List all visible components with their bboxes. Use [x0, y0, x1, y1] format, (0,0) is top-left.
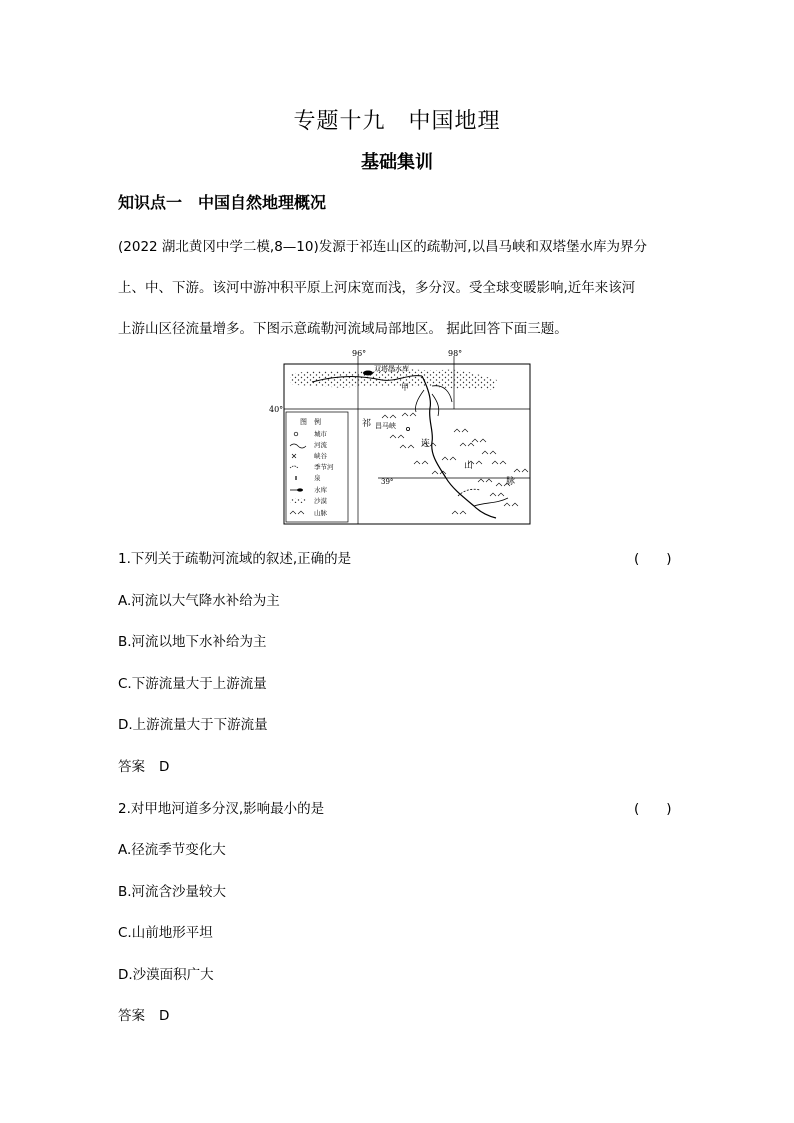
question-1-option-c: C.下游流量大于上游流量 [118, 676, 267, 692]
legend-desert: 沙漠 [314, 497, 327, 505]
page-title: 专题十九 中国地理 [293, 109, 501, 134]
lat-label-39: 39° [381, 478, 394, 486]
answer-value: D [159, 1008, 170, 1024]
question-2-option-d: D.沙漠面积广大 [118, 967, 214, 983]
qi-label: 祁 [362, 419, 372, 429]
question-1-answer [118, 755, 169, 775]
page-subtitle: 基础集训 [361, 152, 433, 173]
question-1-answer-blank: ( ) [634, 551, 672, 567]
question-1-option-d: D.上游流量大于下游流量 [118, 717, 268, 733]
legend-city: 城市 [314, 430, 327, 438]
jia-label: 甲 [401, 383, 409, 392]
changma-label: 昌马峡 [375, 422, 396, 430]
question-2-option-c: C.山前地形平坦 [118, 925, 213, 941]
question-2-answer-blank: ( ) [634, 801, 672, 817]
legend-mountain: 山脉 [314, 509, 327, 517]
lian-label: 连 [421, 439, 431, 449]
question-1-option-b: B.河流以地下水补给为主 [118, 634, 267, 650]
section-heading: 知识点一 中国自然地理概况 [118, 193, 327, 212]
answer-value: D [159, 759, 170, 775]
lat-label-40: 40° [269, 405, 284, 414]
question-2-stem: 2.对甲地河道多分汊,影响最小的是 [118, 801, 325, 817]
legend-seasonal-river: 季节河 [314, 463, 334, 471]
legend-spring: 泉 [314, 474, 321, 482]
question-2-option-a: A.径流季节变化大 [118, 842, 226, 858]
legend-river: 河流 [314, 441, 327, 449]
question-2-answer [118, 1004, 169, 1024]
question-1-stem: 1.下列关于疏勒河流域的叙述,正确的是 [118, 551, 352, 567]
shan-label: 山 [464, 461, 474, 471]
question-1-option-a: A.河流以大气降水补给为主 [118, 593, 280, 609]
answer-label: 答案 [118, 1008, 145, 1024]
legend-gorge: 峡谷 [314, 452, 327, 460]
intro-line-1: (2022 湖北黄冈中学二模,8—10)发源于祁连山区的疏勒河,以昌马峡和双塔堡水库为界分 [118, 239, 648, 255]
lon-label-98: 98° [448, 349, 463, 358]
lon-label-96: 96° [352, 349, 367, 358]
question-2-option-b: B.河流含沙量较大 [118, 884, 227, 900]
legend-reservoir: 水库 [314, 486, 327, 494]
reservoir-label: 双塔堡水库 [374, 365, 409, 373]
intro-line-3: 上游山区径流量增多。下图示意疏勒河流域局部地区。 据此回答下面三题。 [118, 321, 568, 337]
mai-label: 脉 [506, 477, 516, 487]
legend-title: 图 例 [300, 418, 321, 426]
shule-river-map [269, 346, 534, 528]
intro-line-2: 上、中、下游。该河中游冲积平原上河床宽而浅，多分汊。受全球变暖影响,近年来该河 [118, 280, 636, 296]
answer-label: 答案 [118, 759, 145, 775]
